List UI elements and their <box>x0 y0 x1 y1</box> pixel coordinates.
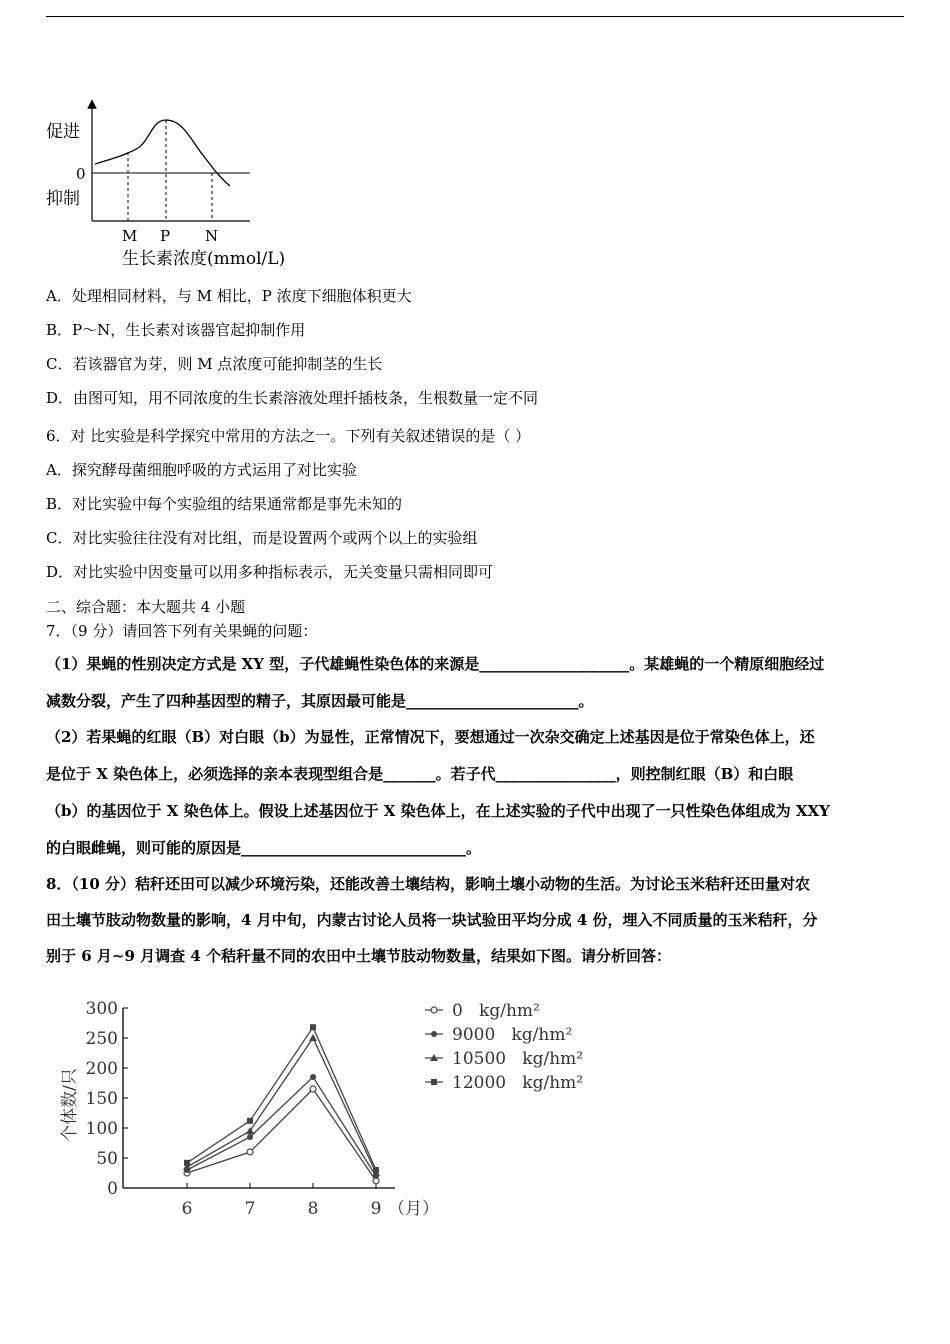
q6-option-c: C．对比实验往往没有对比组，而是设置两个或两个以上的实验组 <box>46 529 478 547</box>
q8-line: 8．（10 分）秸秆还田可以减少环境污染，还能改善土壤结构，影响土壤小动物的生活。为讨论玉米秸秆还田量对农 <box>46 875 811 893</box>
auxin-curve-figure <box>40 96 310 276</box>
series-line <box>187 1089 376 1181</box>
q7-line: （2）若果蝇的红眼（B）对白眼（b）为显性，正常情况下，要想通过一次杂交确定上述基因是位于常染色体上，还 <box>46 728 815 746</box>
q7-line: 减数分裂，产生了四种基因型的精子，其原因最可能是_______________________。 <box>46 692 594 710</box>
chart-y-label: 个体数/只 <box>60 1068 80 1142</box>
q7-line: （b）的基因位于 X 染色体上。假设上述基因位于 X 染色体上，在上述实验的子代中出现了一只性染色体组成为 XXY <box>46 802 830 820</box>
q6-stem: 6．对 比实验是科学探究中常用的方法之一。下列有关叙述错误的是（ ） <box>46 427 531 445</box>
x-tick-label: 8 <box>307 1199 319 1219</box>
y-label-zero: 0 <box>76 165 86 183</box>
legend-label: 10500 kg/hm² <box>452 1049 584 1069</box>
q7-stem: 7．（9 分）请回答下列有关果蝇的问题： <box>46 622 318 640</box>
q8-line: 别于 6 月~9 月调查 4 个秸秆量不同的农田中土壤节肢动物数量，结果如下图。请分析回答： <box>46 947 671 965</box>
data-point <box>310 1086 316 1092</box>
q7-line: （1）果蝇的性别决定方式是 XY 型，子代雄蝇性染色体的来源是____________________。某雄蝇的一个精原细胞经过 <box>46 655 825 673</box>
chart-x-label: （月） <box>388 1199 439 1219</box>
data-point <box>247 1118 253 1124</box>
section-heading: 二、综合题：本大题共 4 小题 <box>46 598 246 616</box>
curve <box>95 120 230 186</box>
data-point <box>310 1024 316 1030</box>
legend-label: 12000 kg/hm² <box>452 1073 584 1093</box>
series-line <box>187 1027 376 1170</box>
q6-option-d: D．对比实验中因变量可以用多种指标表示，无关变量只需相同即可 <box>46 563 494 581</box>
q7-line: 是位于 X 染色体上，必须选择的亲本表现型组合是_______。若子代________________，则控制红眼（B）和白眼 <box>46 765 794 783</box>
y-tick-label: 300 <box>85 999 118 1019</box>
q5-option-d: D．由图可知，用不同浓度的生长素溶液处理扦插枝条，生根数量一定不同 <box>46 389 539 407</box>
q6-option-a: A．探究酵母菌细胞呼吸的方式运用了对比实验 <box>46 461 357 479</box>
series-line <box>187 1077 376 1176</box>
y-tick-label: 250 <box>85 1029 118 1049</box>
q8-line: 田土壤节肢动物数量的影响，4 月中旬，内蒙古讨论人员将一块试验田平均分成 4 份，埋入不同质量的玉米秸秆，分 <box>46 911 818 929</box>
header-rule <box>46 16 904 17</box>
q5-option-b: B．P～N，生长素对该器官起抑制作用 <box>46 321 306 339</box>
legend-label: 0 kg/hm² <box>452 1001 540 1021</box>
legend-marker <box>431 1079 437 1085</box>
q5-option-a: A．处理相同材料，与 M 相比，P 浓度下细胞体积更大 <box>46 287 412 305</box>
x-tick-label: 9 <box>370 1199 382 1219</box>
y-tick-label: 150 <box>85 1089 118 1109</box>
data-point <box>184 1160 190 1166</box>
y-tick-label: 50 <box>96 1149 118 1169</box>
data-point <box>310 1074 316 1080</box>
point-p: P <box>160 227 171 245</box>
data-point <box>247 1149 253 1155</box>
legend-marker <box>431 1007 437 1013</box>
x-tick-label: 6 <box>181 1199 193 1219</box>
data-point <box>373 1167 379 1173</box>
data-point <box>246 1127 254 1134</box>
y-label-inhibit: 抑制 <box>46 189 80 209</box>
legend-label: 9000 kg/hm² <box>452 1025 573 1045</box>
q5-option-c: C．若该器官为芽，则 M 点浓度可能抑制茎的生长 <box>46 355 383 373</box>
point-n: N <box>205 227 219 245</box>
data-point <box>247 1134 253 1140</box>
y-label-promote: 促进 <box>46 122 80 142</box>
y-tick-label: 200 <box>85 1059 118 1079</box>
y-tick-label: 0 <box>107 1179 118 1199</box>
q6-option-b: B．对比实验中每个实验组的结果通常都是事先未知的 <box>46 495 403 513</box>
arthropod-line-chart <box>50 995 610 1225</box>
q7-line: 的白眼雌蝇，则可能的原因是______________________________。 <box>46 839 482 857</box>
x-axis-label: 生长素浓度(mmol/L) <box>122 249 286 269</box>
legend-marker <box>431 1031 437 1037</box>
x-tick-label: 7 <box>244 1199 256 1219</box>
point-m: M <box>122 227 138 245</box>
y-tick-label: 100 <box>85 1119 118 1139</box>
